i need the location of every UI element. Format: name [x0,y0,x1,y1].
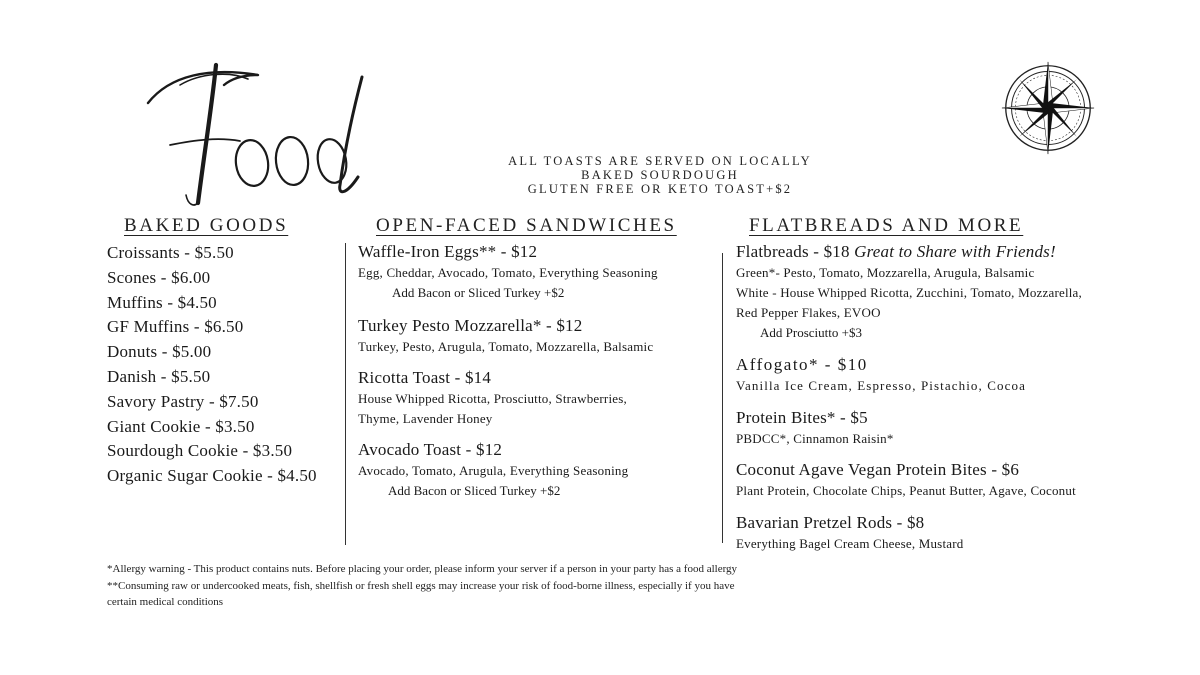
item-description: Egg, Cheddar, Avocado, Tomato, Everything Seasoning [358,265,658,280]
list-item: GF Muffins - $6.50 [107,317,244,337]
allergy-warning: *Allergy warning - This product contains nuts. Before placing your order, please inform your server if a person in your party has a food allergy [107,563,738,575]
menu-item-avocado-toast [358,439,628,501]
menu-item-bavarian-pretzel-rods [736,512,963,554]
compass-icon [1000,60,1096,156]
raw-food-warning-cont: certain medical conditions [107,596,224,608]
item-description: House Whipped Ricotta, Prosciutto, Strawberries, [358,391,627,406]
menu-item-turkey-pesto-mozzarella [358,315,653,357]
list-item: Giant Cookie - $3.50 [107,416,255,436]
menu-item-flatbreads [736,241,1082,343]
item-addon: Add Bacon or Sliced Turkey +$2 [388,483,561,498]
item-description: Vanilla Ice Cream, Espresso, Pistachio, Cocoa [736,378,1026,393]
list-item: Sourdough Cookie - $3.50 [107,441,293,461]
notice-line-2: BAKED SOURDOUGH [581,168,739,182]
notice-line-3: GLUTEN FREE OR KETO TOAST+$2 [527,182,793,196]
notice-line-1: ALL TOASTS ARE SERVED ON LOCALLY [508,154,812,168]
list-item: Scones - $6.00 [107,267,211,287]
menu-item-ricotta-toast [358,367,627,429]
column-divider [345,243,346,545]
item-description: Everything Bagel Cream Cheese, Mustard [736,536,964,551]
toast-notice [460,154,860,196]
baked-goods-heading: BAKED GOODS [124,215,289,236]
item-name: Waffle-Iron Eggs** - $12 [358,242,538,261]
item-addon: Add Bacon or Sliced Turkey +$2 [392,285,565,300]
item-description: Avocado, Tomato, Arugula, Everything Seasoning [358,463,629,478]
item-name: Coconut Agave Vegan Protein Bites - $6 [736,460,1020,479]
menu-item-waffle-iron-eggs [358,241,658,303]
food-title [140,45,380,215]
item-description: Plant Protein, Chocolate Chips, Peanut Butter, Agave, Coconut [736,483,1076,498]
item-name: Ricotta Toast - $14 [358,368,492,387]
column-divider [722,253,723,543]
item-description: PBDCC*, Cinnamon Raisin* [736,431,894,446]
item-description: Green*- Pesto, Tomato, Mozzarella, Arugula, Balsamic [736,265,1035,280]
item-name: Bavarian Pretzel Rods - $8 [736,513,925,532]
list-item: Savory Pastry - $7.50 [107,391,259,411]
list-item: Croissants - $5.50 [107,243,234,262]
item-name: Turkey Pesto Mozzarella* - $12 [358,316,583,335]
item-name: Avocado Toast - $12 [358,440,503,459]
item-name: Affogato* - $10 [736,355,868,374]
menu-item-coconut-agave-protein-bites [736,459,1076,501]
flatbreads-heading: FLATBREADS AND MORE [749,215,1024,236]
list-item: Donuts - $5.00 [107,342,212,362]
item-description: Thyme, Lavender Honey [358,411,493,426]
item-description: Red Pepper Flakes, EVOO [736,305,881,320]
baked-goods-list [107,241,317,489]
open-faced-sandwiches-heading: OPEN-FACED SANDWICHES [376,215,677,236]
item-description: Turkey, Pesto, Arugula, Tomato, Mozzarella, Balsamic [358,339,654,354]
list-item: Danish - $5.50 [107,366,211,386]
item-note: Great to Share with Friends! [854,242,1056,261]
menu-item-affogato [736,354,1026,396]
item-addon: Add Prosciutto +$3 [760,325,862,340]
menu-item-protein-bites [736,407,894,449]
item-description: White - House Whipped Ricotta, Zucchini, Tomato, Mozzarella, [736,285,1082,300]
list-item: Muffins - $4.50 [107,292,217,312]
list-item: Organic Sugar Cookie - $4.50 [107,466,317,486]
footnotes [107,562,867,612]
item-name: Flatbreads - $18 [736,242,850,261]
raw-food-warning: **Consuming raw or undercooked meats, fish, shellfish or fresh shell eggs may increase your risk of food-borne illness, especially if you have [107,579,735,592]
item-name: Protein Bites* - $5 [736,408,868,427]
